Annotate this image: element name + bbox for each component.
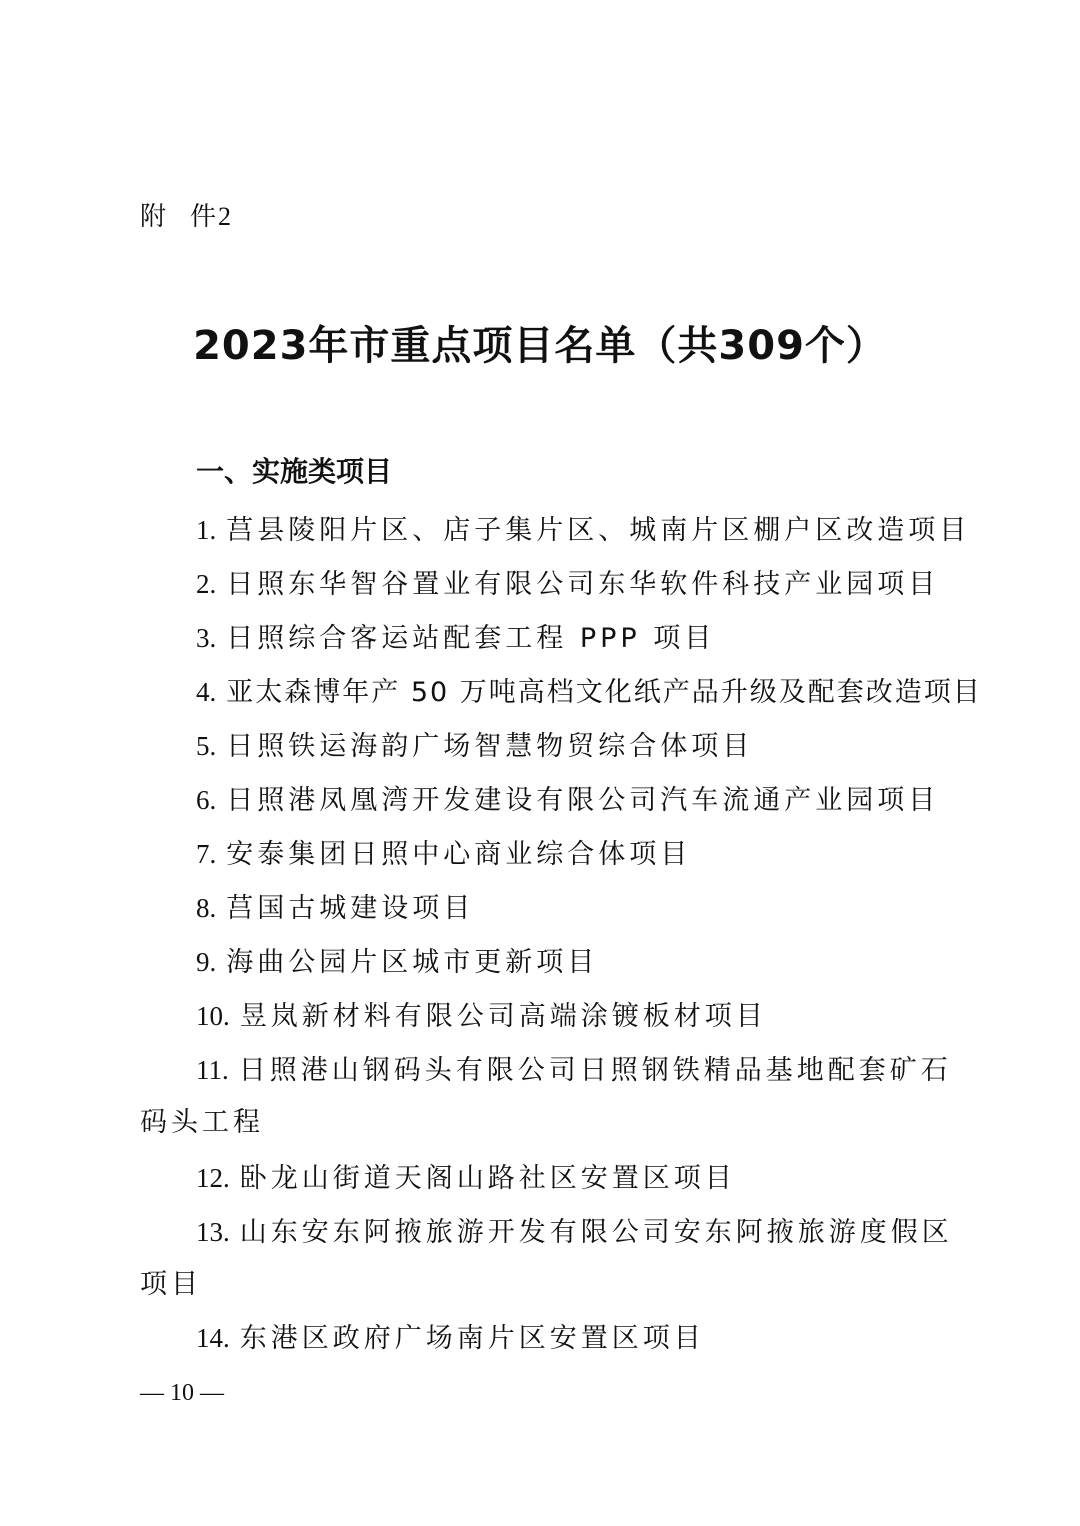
item-text: 日照铁运海韵广场智慧物贸综合体项目 <box>226 731 754 762</box>
list-item <box>196 1156 736 1195</box>
item-index: 5. <box>196 731 217 761</box>
item-index: 13. <box>196 1217 230 1247</box>
item-text: 海曲公园片区城市更新项目 <box>226 947 599 978</box>
list-item <box>196 508 970 547</box>
item-text: 日照东华智谷置业有限公司东华软件科技产业园项目 <box>226 569 940 600</box>
item-index: 14. <box>196 1323 230 1353</box>
list-item <box>196 1210 953 1249</box>
item-text: 昱岚新材料有限公司高端涂镀板材项目 <box>239 1001 767 1032</box>
item-text: 日照港凤凰湾开发建设有限公司汽车流通产业园项目 <box>226 785 940 816</box>
document-title: 2023年市重点项目名单（共309个） <box>193 323 887 369</box>
item-index: 11. <box>196 1055 229 1085</box>
item-text: 亚太森博年产 50 万吨高档文化纸产品升级及配套改造项目 <box>226 677 982 708</box>
section-heading: 一、实施类项目 <box>196 455 393 488</box>
item-index: 9. <box>196 947 217 977</box>
list-item <box>196 994 767 1033</box>
item-index: 4. <box>196 677 217 707</box>
list-item <box>196 886 474 925</box>
item-index: 12. <box>196 1163 230 1193</box>
item-index: 10. <box>196 1001 230 1031</box>
item-index: 8. <box>196 893 217 923</box>
list-item <box>196 724 753 763</box>
list-item <box>196 1048 952 1087</box>
item-text: 东港区政府广场南片区安置区项目 <box>239 1323 705 1354</box>
list-item <box>196 1316 705 1355</box>
item-index: 3. <box>196 623 217 653</box>
item-text: 日照综合客运站配套工程 PPP 项目 <box>226 623 716 654</box>
attachment-label <box>140 196 233 233</box>
list-item <box>196 940 598 979</box>
list-item <box>196 562 939 601</box>
attachment-word-1: 附 <box>140 202 169 232</box>
item-text: 莒国古城建设项目 <box>226 893 475 924</box>
page-number: — 10 — <box>140 1380 224 1406</box>
item-text: 日照港山钢码头有限公司日照钢铁精品基地配套矿石 <box>238 1055 952 1086</box>
attachment-word-2: 件 <box>190 202 219 232</box>
item-index: 7. <box>196 839 217 869</box>
item-text: 山东安东阿掖旅游开发有限公司安东阿掖旅游度假区 <box>239 1217 953 1248</box>
item-text: 安泰集团日照中心商业综合体项目 <box>226 839 692 870</box>
item-text: 莒县陵阳片区、店子集片区、城南片区棚户区改造项目 <box>226 515 971 546</box>
item-index: 2. <box>196 569 217 599</box>
item-index: 6. <box>196 785 217 815</box>
list-item <box>196 670 982 709</box>
list-item <box>196 616 715 655</box>
list-item <box>196 832 691 871</box>
item-continuation: 码头工程 <box>140 1107 264 1138</box>
attachment-number: 2 <box>218 202 234 231</box>
item-continuation: 项目 <box>140 1269 202 1300</box>
item-index: 1. <box>196 515 217 545</box>
item-text: 卧龙山街道天阁山路社区安置区项目 <box>239 1163 736 1194</box>
list-item <box>196 778 939 817</box>
